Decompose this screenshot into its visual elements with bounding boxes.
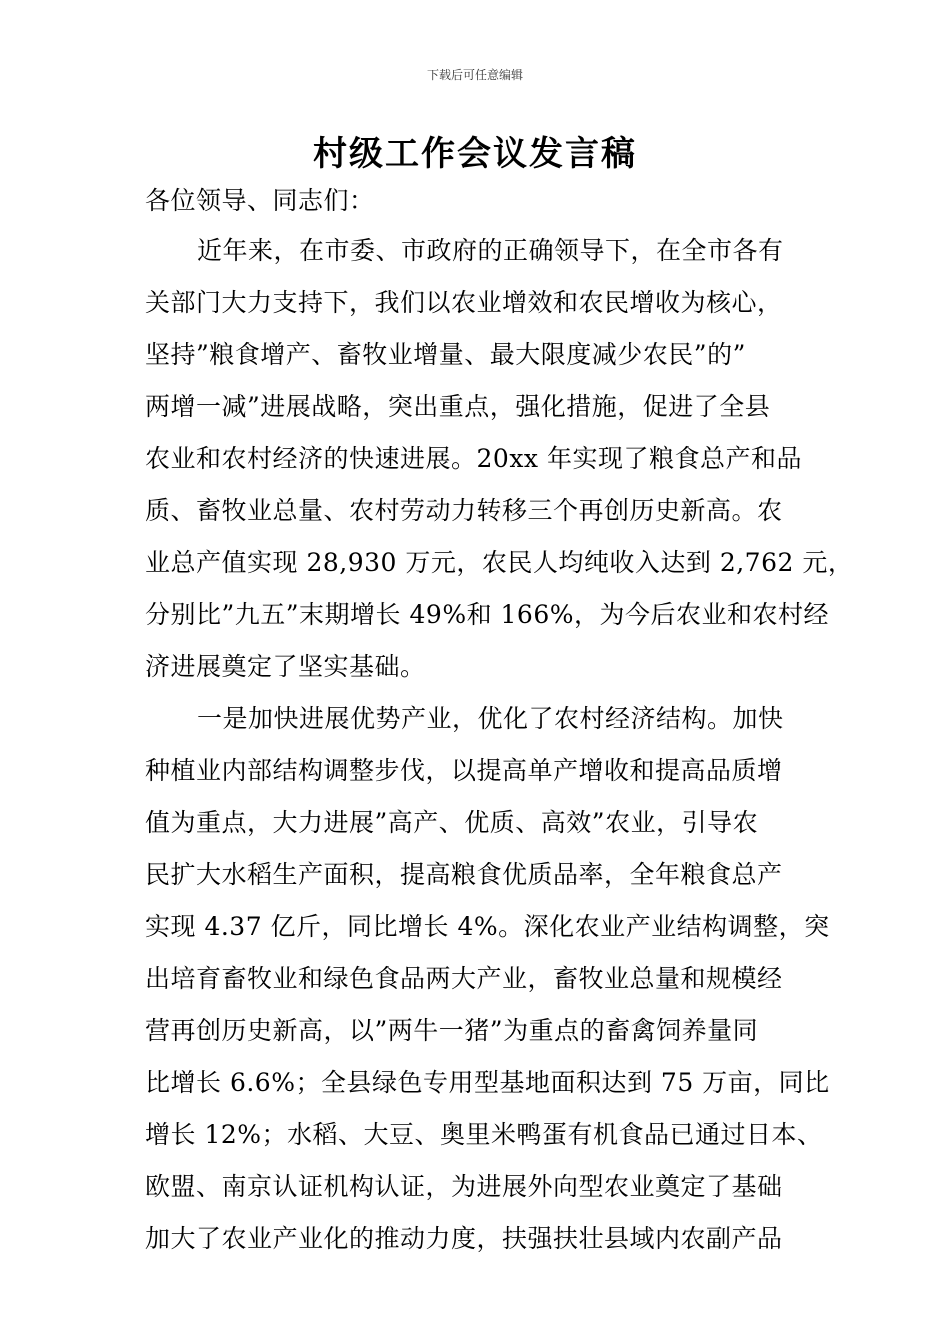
document-title: 村级工作会议发言稿 <box>313 134 637 174</box>
paragraph-1-line-1: 近年来，在市委、市政府的正确领导下，在全市各有 <box>197 236 784 265</box>
paragraph-2-line-9: 增长 12%；水稻、大豆、奥里米鸭蛋有机食品已通过日本、 <box>145 1120 823 1149</box>
paragraph-1-line-8: 分别比”九五”末期增长 49%和 166%，为今后农业和农村经 <box>145 600 829 629</box>
paragraph-2-line-2: 种植业内部结构调整步伐，以提高单产增收和提高品质增 <box>145 756 783 785</box>
paragraph-2-line-5: 实现 4.37 亿斤，同比增长 4%。深化农业产业结构调整，突 <box>145 912 830 941</box>
paragraph-2-line-10: 欧盟、南京认证机构认证，为进展外向型农业奠定了基础 <box>145 1172 783 1201</box>
paragraph-2-line-3: 值为重点，大力进展”高产、优质、高效”农业，引导农 <box>145 808 759 837</box>
header-note: 下载后可任意编辑 <box>426 68 523 82</box>
paragraph-1-line-3: 坚持”粮食增产、畜牧业增量、最大限度减少农民”的” <box>145 340 746 369</box>
paragraph-2-line-7: 营再创历史新高，以”两牛一猪”为重点的畜禽饲养量同 <box>145 1016 759 1045</box>
paragraph-2-line-8: 比增长 6.6%；全县绿色专用型基地面积达到 75 万亩，同比 <box>145 1068 830 1097</box>
paragraph-1-line-5: 农业和农村经济的快速进展。20xx 年实现了粮食总产和品 <box>145 444 802 473</box>
paragraph-1-line-7: 业总产值实现 28,930 万元，农民人均纯收入达到 2,762 元， <box>145 548 854 577</box>
salutation: 各位领导、同志们： <box>145 186 375 215</box>
paragraph-1-line-6: 质、畜牧业总量、农村劳动力转移三个再创历史新高。农 <box>145 496 783 525</box>
paragraph-1-line-2: 关部门大力支持下，我们以农业增效和农民增收为核心， <box>145 288 783 317</box>
paragraph-1-line-4: 两增一减”进展战略，突出重点，强化措施，促进了全县 <box>145 392 771 421</box>
paragraph-2-line-4: 民扩大水稻生产面积，提高粮食优质品率，全年粮食总产 <box>145 860 783 889</box>
paragraph-2-line-1: 一是加快进展优势产业，优化了农村经济结构。加快 <box>197 704 784 733</box>
paragraph-2-line-6: 出培育畜牧业和绿色食品两大产业，畜牧业总量和规模经 <box>145 964 783 993</box>
paragraph-1-line-9: 济进展奠定了坚实基础。 <box>145 652 426 681</box>
paragraph-2-line-11: 加大了农业产业化的推动力度，扶强扶壮县域内农副产品 <box>145 1224 783 1253</box>
